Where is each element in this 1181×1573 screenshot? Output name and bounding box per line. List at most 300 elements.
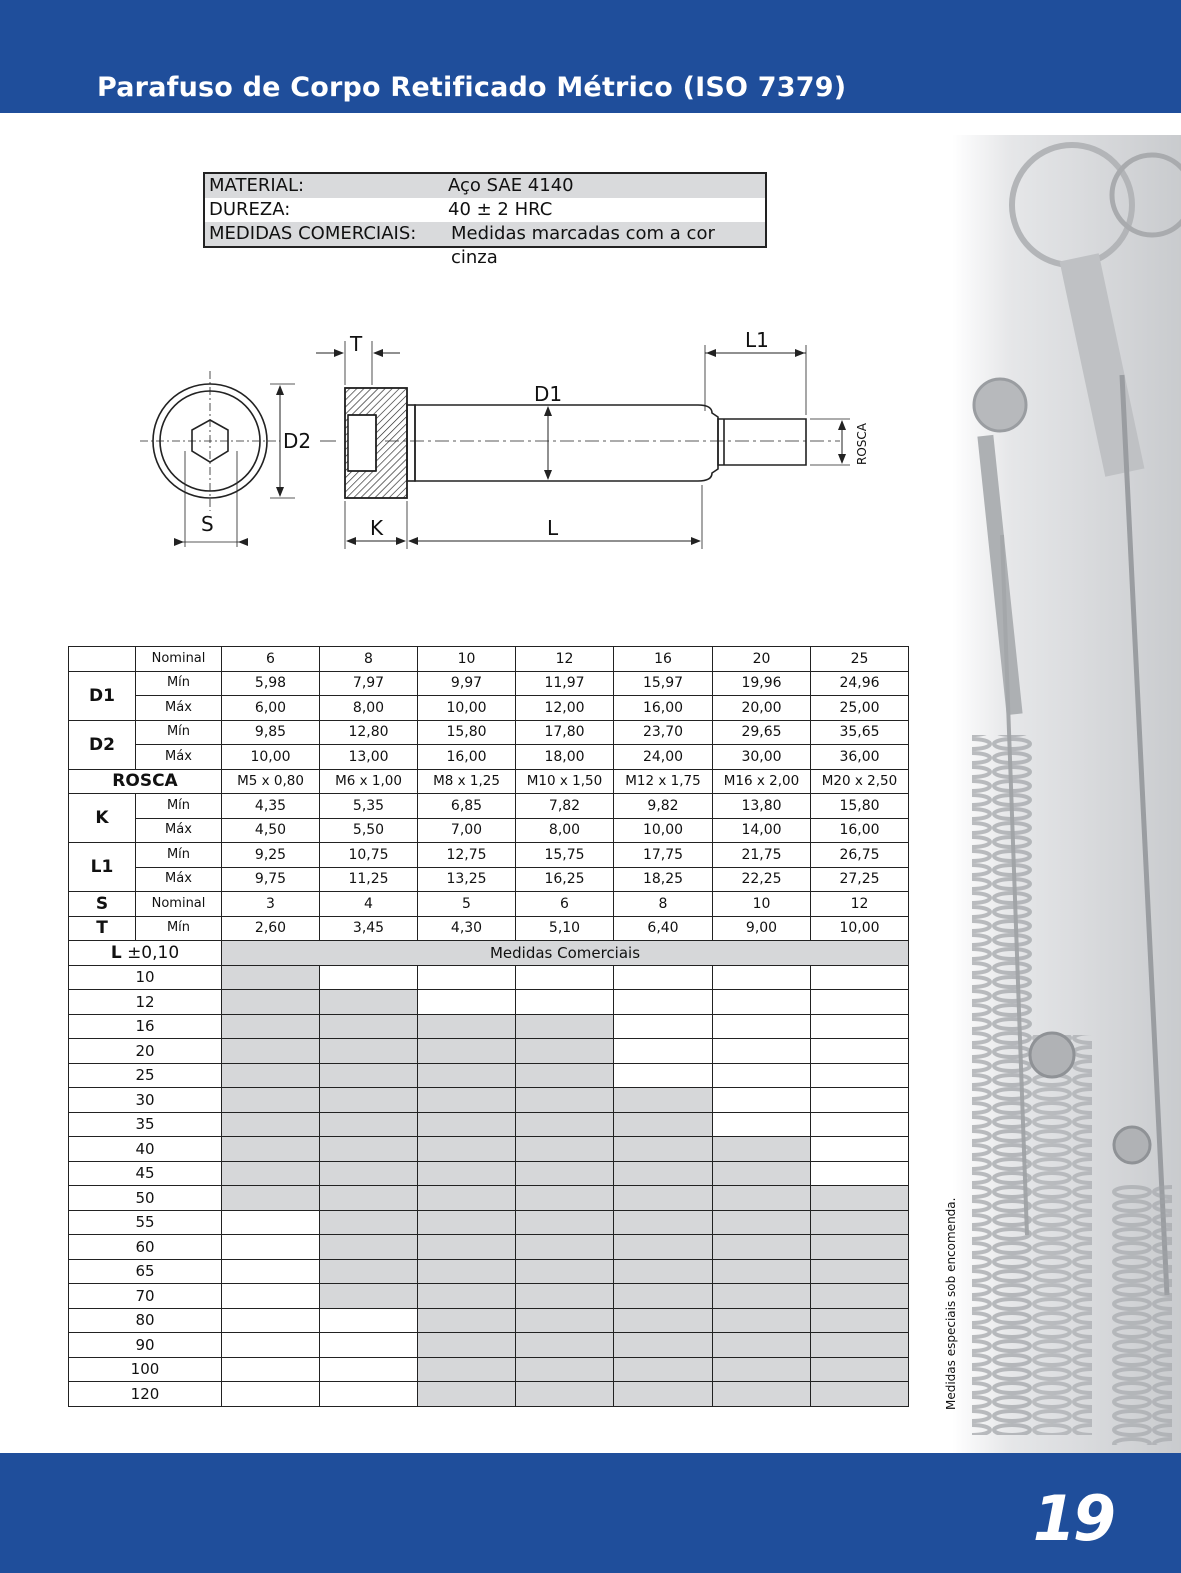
max-label: Máx [136, 745, 222, 770]
size-cell: 25 [811, 647, 909, 672]
available-size-cell [713, 1186, 811, 1211]
length-value: 10 [69, 965, 222, 990]
available-size-cell [614, 1333, 713, 1358]
available-size-cell [811, 1357, 909, 1382]
unavailable-size-cell [516, 965, 614, 990]
page-title: Parafuso de Corpo Retificado Métrico (ISO 7379) [97, 72, 847, 103]
available-size-cell [418, 1063, 516, 1088]
length-value: 100 [69, 1357, 222, 1382]
value-cell: 6 [516, 892, 614, 917]
length-row [69, 990, 909, 1015]
available-size-cell [811, 1333, 909, 1358]
available-size-cell [713, 1357, 811, 1382]
unavailable-size-cell [320, 1308, 418, 1333]
length-row [69, 1112, 909, 1137]
min-label: Mín [136, 671, 222, 696]
length-row [69, 1284, 909, 1309]
hardness-row [205, 198, 765, 222]
unavailable-size-cell [614, 990, 713, 1015]
available-size-cell [320, 1063, 418, 1088]
length-row [69, 1333, 909, 1358]
value-cell: 3 [222, 892, 320, 917]
length-value: 50 [69, 1186, 222, 1211]
value-cell: 18,25 [614, 867, 713, 892]
length-value: 30 [69, 1088, 222, 1113]
length-value: 120 [69, 1382, 222, 1407]
value-cell: 13,80 [713, 794, 811, 819]
available-size-cell [713, 1161, 811, 1186]
length-row [69, 1137, 909, 1162]
available-size-cell [320, 1137, 418, 1162]
available-size-cell [418, 1357, 516, 1382]
value-cell: 17,75 [614, 843, 713, 868]
length-tolerance: ±0,10 [127, 942, 180, 963]
dim-label-l1: L1 [745, 328, 769, 352]
unavailable-size-cell [713, 1112, 811, 1137]
value-cell: 9,00 [713, 916, 811, 941]
available-size-cell [713, 1333, 811, 1358]
length-row [69, 1186, 909, 1211]
available-size-cell [516, 1308, 614, 1333]
table-body [69, 647, 909, 1407]
table-row-length-header [69, 941, 909, 966]
length-row [69, 1063, 909, 1088]
available-size-cell [713, 1137, 811, 1162]
corner-cell [69, 647, 136, 672]
available-size-cell [811, 1235, 909, 1260]
unavailable-size-cell [614, 965, 713, 990]
unavailable-size-cell [222, 1308, 320, 1333]
available-size-cell [418, 1137, 516, 1162]
screw-head-section [345, 388, 407, 498]
value-cell: 12,00 [516, 696, 614, 721]
available-size-cell [516, 1382, 614, 1407]
value-cell: 26,75 [811, 843, 909, 868]
min-label: Mín [136, 843, 222, 868]
length-row [69, 1259, 909, 1284]
available-size-cell [222, 1112, 320, 1137]
available-size-cell [811, 1308, 909, 1333]
group-label-s: S [69, 892, 136, 917]
available-size-cell [614, 1112, 713, 1137]
value-cell: 10,00 [614, 818, 713, 843]
size-cell: 10 [418, 647, 516, 672]
screw-shank [407, 405, 806, 481]
available-size-cell [418, 1284, 516, 1309]
table-row-s [69, 892, 909, 917]
available-size-cell [320, 1210, 418, 1235]
available-size-cell [418, 1161, 516, 1186]
length-value: 16 [69, 1014, 222, 1039]
available-size-cell [516, 1063, 614, 1088]
available-size-cell [516, 1137, 614, 1162]
value-cell: 7,97 [320, 671, 418, 696]
unavailable-size-cell [320, 965, 418, 990]
value-cell: 9,75 [222, 867, 320, 892]
table-row-d1-max [69, 696, 909, 721]
machinery-photo [952, 135, 1181, 1453]
length-value: 35 [69, 1112, 222, 1137]
unavailable-size-cell [811, 1112, 909, 1137]
value-cell: 23,70 [614, 720, 713, 745]
max-label: Máx [136, 818, 222, 843]
available-size-cell [614, 1137, 713, 1162]
unavailable-size-cell [418, 965, 516, 990]
available-size-cell [418, 1333, 516, 1358]
unavailable-size-cell [222, 1382, 320, 1407]
footer-bar [0, 1453, 1181, 1573]
value-cell: 17,80 [516, 720, 614, 745]
available-size-cell [516, 1161, 614, 1186]
unavailable-size-cell [222, 1259, 320, 1284]
value-cell: 30,00 [713, 745, 811, 770]
available-size-cell [614, 1382, 713, 1407]
unavailable-size-cell [320, 1333, 418, 1358]
commercial-sizes-row [205, 222, 765, 268]
page-number: 19 [1032, 1482, 1113, 1555]
value-cell: 21,75 [713, 843, 811, 868]
group-label-k: K [69, 794, 136, 843]
value-cell: 12,75 [418, 843, 516, 868]
thread-cell: M5 x 0,80 [222, 769, 320, 794]
length-label: L [110, 942, 122, 963]
available-size-cell [811, 1186, 909, 1211]
available-size-cell [418, 1210, 516, 1235]
unavailable-size-cell [811, 1039, 909, 1064]
length-row [69, 1210, 909, 1235]
group-label-t: T [69, 916, 136, 941]
available-size-cell [614, 1284, 713, 1309]
value-cell: 2,60 [222, 916, 320, 941]
length-value: 80 [69, 1308, 222, 1333]
length-header [69, 941, 222, 966]
size-cell: 8 [320, 647, 418, 672]
value-cell: 5 [418, 892, 516, 917]
available-size-cell [222, 990, 320, 1015]
value-cell: 35,65 [811, 720, 909, 745]
available-size-cell [516, 1284, 614, 1309]
value-cell: 22,25 [713, 867, 811, 892]
value-cell: 11,97 [516, 671, 614, 696]
available-size-cell [516, 1112, 614, 1137]
length-row [69, 1357, 909, 1382]
dim-label-k: K [370, 516, 384, 540]
unavailable-size-cell [614, 1063, 713, 1088]
value-cell: 3,45 [320, 916, 418, 941]
unavailable-size-cell [222, 1235, 320, 1260]
available-size-cell [516, 1088, 614, 1113]
dim-label-rosca: ROSCA [855, 423, 869, 465]
value-cell: 16,00 [811, 818, 909, 843]
value-cell: 9,82 [614, 794, 713, 819]
value-cell: 15,75 [516, 843, 614, 868]
available-size-cell [516, 1039, 614, 1064]
value-cell: 27,25 [811, 867, 909, 892]
thread-cell: M20 x 2,50 [811, 769, 909, 794]
length-row [69, 1235, 909, 1260]
thread-cell: M10 x 1,50 [516, 769, 614, 794]
value-cell: 16,00 [614, 696, 713, 721]
available-size-cell [418, 1039, 516, 1064]
length-value: 40 [69, 1137, 222, 1162]
available-size-cell [811, 1259, 909, 1284]
length-value: 45 [69, 1161, 222, 1186]
available-size-cell [418, 1186, 516, 1211]
max-label: Máx [136, 696, 222, 721]
value-cell: 10,00 [418, 696, 516, 721]
group-label-d2: D2 [69, 720, 136, 769]
length-row [69, 1014, 909, 1039]
value-cell: 16,00 [418, 745, 516, 770]
table-row-l1-max [69, 867, 909, 892]
available-size-cell [614, 1308, 713, 1333]
unavailable-size-cell [320, 1382, 418, 1407]
length-value: 60 [69, 1235, 222, 1260]
value-cell: 11,25 [320, 867, 418, 892]
value-cell: 4 [320, 892, 418, 917]
value-cell: 8,00 [320, 696, 418, 721]
length-row [69, 1039, 909, 1064]
available-size-cell [418, 1088, 516, 1113]
commercial-sizes-value: Medidas marcadas com a cor cinza [451, 223, 715, 268]
available-size-cell [713, 1259, 811, 1284]
available-size-cell [614, 1186, 713, 1211]
value-cell: 5,50 [320, 818, 418, 843]
unavailable-size-cell [418, 990, 516, 1015]
value-cell: 10,00 [222, 745, 320, 770]
available-size-cell [713, 1308, 811, 1333]
length-row [69, 1088, 909, 1113]
unavailable-size-cell [811, 1137, 909, 1162]
value-cell: 36,00 [811, 745, 909, 770]
dim-label-d2: D2 [283, 429, 312, 453]
available-size-cell [516, 1333, 614, 1358]
available-size-cell [320, 1284, 418, 1309]
value-cell: 10,75 [320, 843, 418, 868]
available-size-cell [418, 1308, 516, 1333]
value-cell: 8,00 [516, 818, 614, 843]
material-row [205, 174, 765, 198]
value-cell: 14,00 [713, 818, 811, 843]
value-cell: 9,25 [222, 843, 320, 868]
table-row-t [69, 916, 909, 941]
length-value: 65 [69, 1259, 222, 1284]
available-size-cell [320, 1112, 418, 1137]
table-row-nominal [69, 647, 909, 672]
value-cell: 10 [713, 892, 811, 917]
available-size-cell [516, 1235, 614, 1260]
value-cell: 5,10 [516, 916, 614, 941]
value-cell: 25,00 [811, 696, 909, 721]
value-cell: 18,00 [516, 745, 614, 770]
nominal-label: Nominal [136, 892, 222, 917]
available-size-cell [614, 1161, 713, 1186]
available-size-cell [811, 1382, 909, 1407]
thread-cell: M8 x 1,25 [418, 769, 516, 794]
available-size-cell [320, 1235, 418, 1260]
available-size-cell [222, 965, 320, 990]
value-cell: 19,96 [713, 671, 811, 696]
value-cell: 12,80 [320, 720, 418, 745]
table-row-k-max [69, 818, 909, 843]
unavailable-size-cell [811, 965, 909, 990]
unavailable-size-cell [713, 1088, 811, 1113]
unavailable-size-cell [811, 1161, 909, 1186]
unavailable-size-cell [811, 990, 909, 1015]
value-cell: 4,30 [418, 916, 516, 941]
unavailable-size-cell [713, 1063, 811, 1088]
head-end-view [140, 371, 280, 511]
available-size-cell [418, 1382, 516, 1407]
length-value: 20 [69, 1039, 222, 1064]
available-size-cell [320, 1088, 418, 1113]
available-size-cell [320, 1259, 418, 1284]
table-row-d2-max [69, 745, 909, 770]
value-cell: 6,40 [614, 916, 713, 941]
available-size-cell [811, 1210, 909, 1235]
available-size-cell [614, 1357, 713, 1382]
value-cell: 13,25 [418, 867, 516, 892]
length-value: 70 [69, 1284, 222, 1309]
available-size-cell [516, 1259, 614, 1284]
unavailable-size-cell [614, 1039, 713, 1064]
unavailable-size-cell [320, 1357, 418, 1382]
value-cell: 15,80 [811, 794, 909, 819]
dim-label-d1: D1 [534, 382, 563, 406]
value-cell: 6,85 [418, 794, 516, 819]
max-label: Máx [136, 867, 222, 892]
length-value: 55 [69, 1210, 222, 1235]
length-row [69, 965, 909, 990]
unavailable-size-cell [811, 1014, 909, 1039]
table-row-d1-min [69, 671, 909, 696]
available-size-cell [713, 1382, 811, 1407]
special-sizes-note: Medidas especiais sob encomenda. [944, 1197, 958, 1410]
unavailable-size-cell [222, 1357, 320, 1382]
dim-label-t: T [350, 332, 363, 356]
size-cell: 12 [516, 647, 614, 672]
material-label: MATERIAL: [209, 175, 305, 196]
value-cell: 9,97 [418, 671, 516, 696]
thread-cell: M6 x 1,00 [320, 769, 418, 794]
size-cell: 6 [222, 647, 320, 672]
available-size-cell [222, 1039, 320, 1064]
unavailable-size-cell [614, 1014, 713, 1039]
hardness-value: 40 ± 2 HRC [448, 199, 553, 220]
unavailable-size-cell [713, 990, 811, 1015]
size-cell: 20 [713, 647, 811, 672]
available-size-cell [222, 1161, 320, 1186]
table-row-l1-min [69, 843, 909, 868]
thread-cell: M12 x 1,75 [614, 769, 713, 794]
value-cell: 4,50 [222, 818, 320, 843]
length-value: 90 [69, 1333, 222, 1358]
dimensions-table [68, 646, 909, 1407]
value-cell: 8 [614, 892, 713, 917]
available-size-cell [320, 1014, 418, 1039]
value-cell: 15,80 [418, 720, 516, 745]
unavailable-size-cell [811, 1088, 909, 1113]
value-cell: 29,65 [713, 720, 811, 745]
available-size-cell [222, 1014, 320, 1039]
table-row-rosca [69, 769, 909, 794]
length-value: 12 [69, 990, 222, 1015]
size-cell: 16 [614, 647, 713, 672]
value-cell: 20,00 [713, 696, 811, 721]
value-cell: 7,00 [418, 818, 516, 843]
available-size-cell [418, 1235, 516, 1260]
material-value: Aço SAE 4140 [448, 175, 574, 196]
hardness-label: DUREZA: [209, 199, 291, 220]
value-cell: 12 [811, 892, 909, 917]
min-label: Mín [136, 916, 222, 941]
length-row [69, 1382, 909, 1407]
available-size-cell [713, 1235, 811, 1260]
value-cell: 9,85 [222, 720, 320, 745]
available-size-cell [320, 1186, 418, 1211]
value-cell: 24,96 [811, 671, 909, 696]
value-cell: 13,00 [320, 745, 418, 770]
unavailable-size-cell [713, 1039, 811, 1064]
min-label: Mín [136, 720, 222, 745]
table-row-d2-min [69, 720, 909, 745]
unavailable-size-cell [516, 990, 614, 1015]
value-cell: 10,00 [811, 916, 909, 941]
available-size-cell [811, 1284, 909, 1309]
material-info-box [203, 172, 767, 268]
available-size-cell [516, 1210, 614, 1235]
group-label-l1: L1 [69, 843, 136, 892]
unavailable-size-cell [222, 1284, 320, 1309]
available-size-cell [614, 1235, 713, 1260]
value-cell: 5,35 [320, 794, 418, 819]
available-size-cell [222, 1186, 320, 1211]
unavailable-size-cell [811, 1063, 909, 1088]
length-row [69, 1308, 909, 1333]
available-size-cell [614, 1088, 713, 1113]
available-size-cell [222, 1063, 320, 1088]
value-cell: 6,00 [222, 696, 320, 721]
available-size-cell [320, 1161, 418, 1186]
shoulder-screw-drawing [130, 325, 890, 560]
available-size-cell [713, 1284, 811, 1309]
commercial-sizes-header: Medidas Comerciais [222, 941, 909, 966]
available-size-cell [418, 1014, 516, 1039]
unavailable-size-cell [713, 1014, 811, 1039]
nominal-label: Nominal [136, 647, 222, 672]
thread-cell: M16 x 2,00 [713, 769, 811, 794]
available-size-cell [222, 1088, 320, 1113]
length-value: 25 [69, 1063, 222, 1088]
unavailable-size-cell [222, 1210, 320, 1235]
available-size-cell [418, 1112, 516, 1137]
length-row [69, 1161, 909, 1186]
available-size-cell [614, 1210, 713, 1235]
available-size-cell [713, 1210, 811, 1235]
unavailable-size-cell [222, 1333, 320, 1358]
available-size-cell [516, 1014, 614, 1039]
value-cell: 24,00 [614, 745, 713, 770]
commercial-sizes-label: MEDIDAS COMERCIAIS: [209, 223, 417, 244]
min-label: Mín [136, 794, 222, 819]
dim-label-l: L [547, 516, 559, 540]
available-size-cell [516, 1357, 614, 1382]
available-size-cell [614, 1259, 713, 1284]
value-cell: 5,98 [222, 671, 320, 696]
unavailable-size-cell [713, 965, 811, 990]
table-row-k-min [69, 794, 909, 819]
available-size-cell [320, 990, 418, 1015]
